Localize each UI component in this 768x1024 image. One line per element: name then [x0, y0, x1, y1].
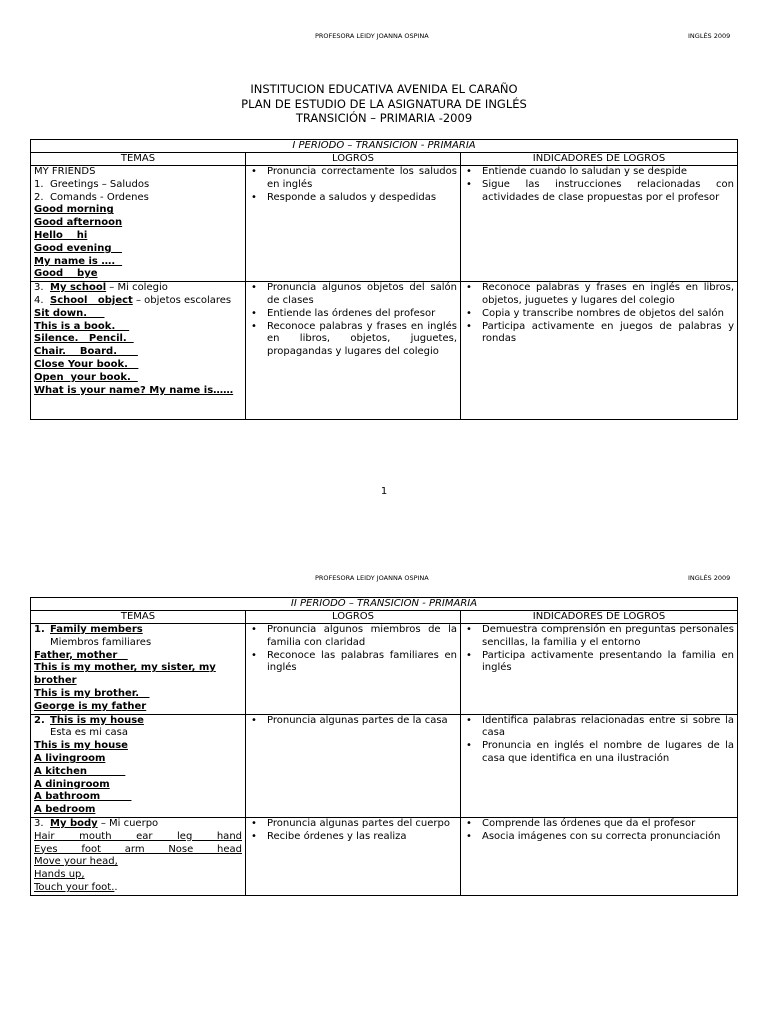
vocab-item: Good evening — [34, 242, 122, 254]
vocab-item: My name is …. — [34, 255, 123, 267]
list-item: • Pronuncia en inglés el nombre de lugares de la casa que identifica en una ilustración — [464, 740, 734, 766]
table-row — [31, 624, 738, 715]
topic-heading: MY FRIENDS — [34, 166, 96, 177]
list-item: • Sigue las instrucciones relacionadas con actividades de clase propuestas por el profesor — [464, 179, 734, 205]
list-item: • Asocia imágenes con su correcta pronunciación — [464, 831, 734, 844]
vocab-item: This is my mother, my sister, my brother — [34, 662, 216, 687]
title-line-1: INSTITUCION EDUCATIVA AVENIDA EL CARAÑO — [250, 82, 518, 96]
vocab-item: Touch your foot.. — [34, 881, 118, 893]
list-item: • Pronuncia algunas partes del cuerpo — [249, 818, 457, 831]
logros-cell — [246, 282, 461, 420]
vocab-item: A diningroom — [34, 778, 110, 790]
list-item: • Participa activamente presentando la familia en inglés — [464, 650, 734, 676]
topic-subtitle: Esta es mi casa — [50, 727, 128, 739]
indicadores-cell — [461, 166, 738, 282]
list-item: • Reconoce palabras y frases en inglés en libros, objetos, juguetes y lugares del colegio — [464, 282, 734, 308]
topic-item: 2. This is my house — [34, 714, 144, 726]
vocab-item: Close Your book. — [34, 358, 139, 370]
list-item: • Demuestra comprensión en preguntas personales sencillas, la familia y el entorno — [464, 624, 734, 650]
vocab-item: Hair mouth ear leg hand — [34, 830, 242, 842]
list-item: • Pronuncia algunos objetos del salón de clases — [249, 282, 457, 308]
vocab-item: A livingroom — [34, 752, 106, 764]
topic-item: 1. Greetings – Saludos — [34, 178, 150, 190]
plan-table-period-2 — [30, 597, 738, 896]
column-header-indicadores: INDICADORES DE LOGROS — [461, 153, 738, 166]
column-header-temas: TEMAS — [31, 153, 246, 166]
vocab-item: Hands up, — [34, 869, 85, 881]
vocab-item: What is your name? My name is…… — [34, 384, 234, 396]
header-author: PROFESORA LEIDY JOANNA OSPINA — [315, 32, 429, 40]
list-item: • Reconoce palabras y frases en inglés en libros, objetos, juguetes, propagandas y lugares del colegio — [249, 321, 457, 359]
vocab-item: Silence. Pencil. — [34, 333, 134, 345]
vocab-item: Eyes foot arm Nose head — [34, 843, 242, 855]
table-row — [31, 282, 738, 420]
column-header-logros: LOGROS — [246, 153, 461, 166]
vocab-item: Sit down. — [34, 307, 105, 319]
header-subject-year: INGLÉS 2009 — [688, 574, 731, 582]
vocab-item: George is my father — [34, 700, 147, 712]
temas-cell — [31, 817, 246, 895]
vocab-item: This is a book. — [34, 320, 130, 332]
column-header-temas: TEMAS — [31, 611, 246, 624]
title-line-2: PLAN DE ESTUDIO DE LA ASIGNATURA DE INGLÉS — [241, 96, 527, 111]
vocab-item: Good morning — [34, 204, 114, 216]
period-caption: II PERIODO – TRANSICION - PRIMARIA — [31, 598, 738, 611]
indicadores-cell — [461, 817, 738, 895]
vocab-item: Chair. Board. — [34, 346, 138, 358]
table-row — [31, 166, 738, 282]
temas-cell — [31, 282, 246, 420]
header-subject-year: INGLÉS 2009 — [688, 32, 731, 40]
temas-cell — [31, 166, 246, 282]
document-title — [0, 82, 768, 126]
table-row — [31, 714, 738, 817]
vocab-item: A bedroom — [34, 804, 96, 816]
period-caption: I PERIODO – TRANSICION - PRIMARIA — [31, 140, 738, 153]
header-author: PROFESORA LEIDY JOANNA OSPINA — [315, 574, 429, 582]
logros-cell — [246, 714, 461, 817]
list-item: • Identifica palabras relacionadas entre si sobre la casa — [464, 715, 734, 741]
column-header-logros: LOGROS — [246, 611, 461, 624]
list-item: • Recibe órdenes y las realiza — [249, 831, 457, 844]
table-row — [31, 817, 738, 895]
list-item: • Responde a saludos y despedidas — [249, 192, 457, 205]
logros-cell — [246, 817, 461, 895]
temas-cell — [31, 624, 246, 715]
vocab-item: Hello hi — [34, 229, 88, 241]
vocab-item: Move your head, — [34, 856, 118, 868]
plan-table-period-1 — [30, 139, 738, 420]
vocab-item: Good afternoon — [34, 217, 123, 229]
vocab-item: This is my brother. — [34, 687, 150, 699]
list-item: • Pronuncia algunos miembros de la familia con claridad — [249, 624, 457, 650]
title-line-3: TRANSICIÓN – PRIMARIA -2009 — [295, 111, 473, 125]
vocab-item: Father, mother — [34, 649, 128, 661]
list-item: • Copia y transcribe nombres de objetos del salón — [464, 308, 734, 321]
topic-item: 1. Family members — [34, 624, 143, 635]
vocab-item: Good bye — [34, 268, 98, 280]
indicadores-cell — [461, 714, 738, 817]
list-item: • Pronuncia algunas partes de la casa — [249, 715, 457, 728]
topic-item: 2. Comands - Ordenes — [34, 191, 149, 203]
list-item: • Reconoce las palabras familiares en inglés — [249, 650, 457, 676]
temas-cell — [31, 714, 246, 817]
list-item: • Entiende cuando lo saludan y se despide — [464, 166, 734, 179]
indicadores-cell — [461, 282, 738, 420]
vocab-item: This is my house — [34, 740, 128, 752]
topic-subtitle: Miembros familiares — [50, 636, 152, 648]
list-item: • Participa activamente en juegos de palabras y rondas — [464, 321, 734, 347]
topic-item: 4. School object – objetos escolares — [34, 294, 232, 306]
topic-item: 3. My body – Mi cuerpo — [34, 817, 159, 829]
vocab-item: Open your book. — [34, 371, 138, 383]
list-item: • Comprende las órdenes que da el profesor — [464, 818, 734, 831]
list-item: • Entiende las órdenes del profesor — [249, 308, 457, 321]
logros-cell — [246, 166, 461, 282]
vocab-item: A kitchen — [34, 765, 126, 777]
indicadores-cell — [461, 624, 738, 715]
list-item: • Pronuncia correctamente los saludos en inglés — [249, 166, 457, 192]
logros-cell — [246, 624, 461, 715]
vocab-item: A bathroom — [34, 791, 132, 803]
page-number: 1 — [380, 486, 388, 497]
column-header-indicadores: INDICADORES DE LOGROS — [461, 611, 738, 624]
topic-item: 3. My school – Mi colegio — [34, 282, 168, 294]
